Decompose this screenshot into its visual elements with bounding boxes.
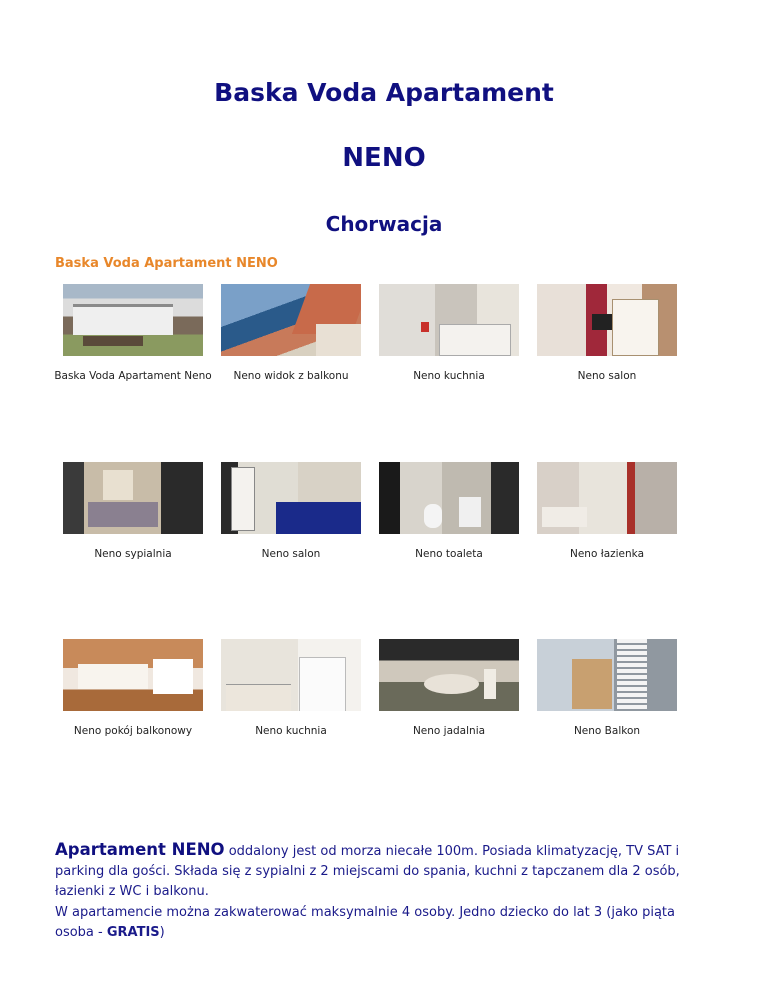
page-title: Baska Voda Apartament — [214, 78, 554, 107]
photo-balcony[interactable] — [537, 639, 677, 711]
capacity-text: W apartamencie można zakwaterować maksymalnie 4 osoby. Jedno dziecko do lat 3 (jako piąta osoba - — [55, 905, 675, 940]
photo-living-room[interactable] — [537, 284, 677, 356]
description-text: oddalony jest od morza niecałe 100m. Posiada klimatyzację, TV SAT i parking dla gości. Składa się z sypialni z 2 miejscami do spania, kuchni z tapczanem dla 2 osób, łazienki z WC i balkonu. — [55, 844, 680, 899]
photo-caption: Neno Balkon — [573, 725, 641, 737]
photo-balcony-room[interactable] — [63, 639, 203, 711]
photo-caption: Neno kuchnia — [413, 370, 485, 382]
photo-caption: Neno łazienka — [569, 548, 645, 560]
photo-bathroom[interactable] — [537, 462, 677, 534]
capacity-paragraph — [55, 903, 715, 943]
photo-balcony-view[interactable] — [221, 284, 361, 356]
photo-kitchen-2[interactable] — [221, 639, 361, 711]
photo-caption: Neno kuchnia — [255, 725, 327, 737]
gallery-item[interactable] — [211, 639, 371, 739]
photo-caption: Baska Voda Apartament Neno — [54, 370, 212, 382]
photo-toilet[interactable] — [379, 462, 519, 534]
capacity-text-end: ) — [159, 925, 165, 940]
gallery-item[interactable] — [211, 284, 371, 384]
description-lead: Apartament NENO — [55, 840, 225, 859]
gallery-item[interactable] — [369, 639, 529, 739]
apartment-name: NENO — [342, 143, 426, 173]
photo-caption: Neno pokój balkonowy — [73, 725, 193, 737]
photo-caption: Neno widok z balkonu — [233, 370, 349, 382]
photo-kitchen[interactable] — [379, 284, 519, 356]
free-label: GRATIS — [106, 925, 160, 940]
country-name: Chorwacja — [325, 212, 443, 236]
gallery-item[interactable] — [527, 462, 687, 562]
gallery-item[interactable] — [53, 639, 213, 739]
photo-caption: Neno jadalnia — [412, 725, 486, 737]
photo-caption: Neno toaleta — [415, 548, 483, 560]
photo-dining-room[interactable] — [379, 639, 519, 711]
gallery-item[interactable] — [211, 462, 371, 562]
gallery-item[interactable] — [369, 462, 529, 562]
gallery-item[interactable] — [527, 639, 687, 739]
photo-caption: Neno salon — [261, 548, 321, 560]
gallery-item[interactable] — [369, 284, 529, 384]
photo-caption: Neno sypialnia — [94, 548, 172, 560]
gallery-item[interactable] — [53, 284, 213, 384]
photo-bedroom[interactable] — [63, 462, 203, 534]
photo-building[interactable] — [63, 284, 203, 356]
description-paragraph — [55, 840, 715, 902]
photo-caption: Neno salon — [577, 370, 637, 382]
gallery-item[interactable] — [527, 284, 687, 384]
gallery-subtitle: Baska Voda Apartament NENO — [55, 256, 278, 271]
gallery-item[interactable] — [53, 462, 213, 562]
photo-living-room-2[interactable] — [221, 462, 361, 534]
